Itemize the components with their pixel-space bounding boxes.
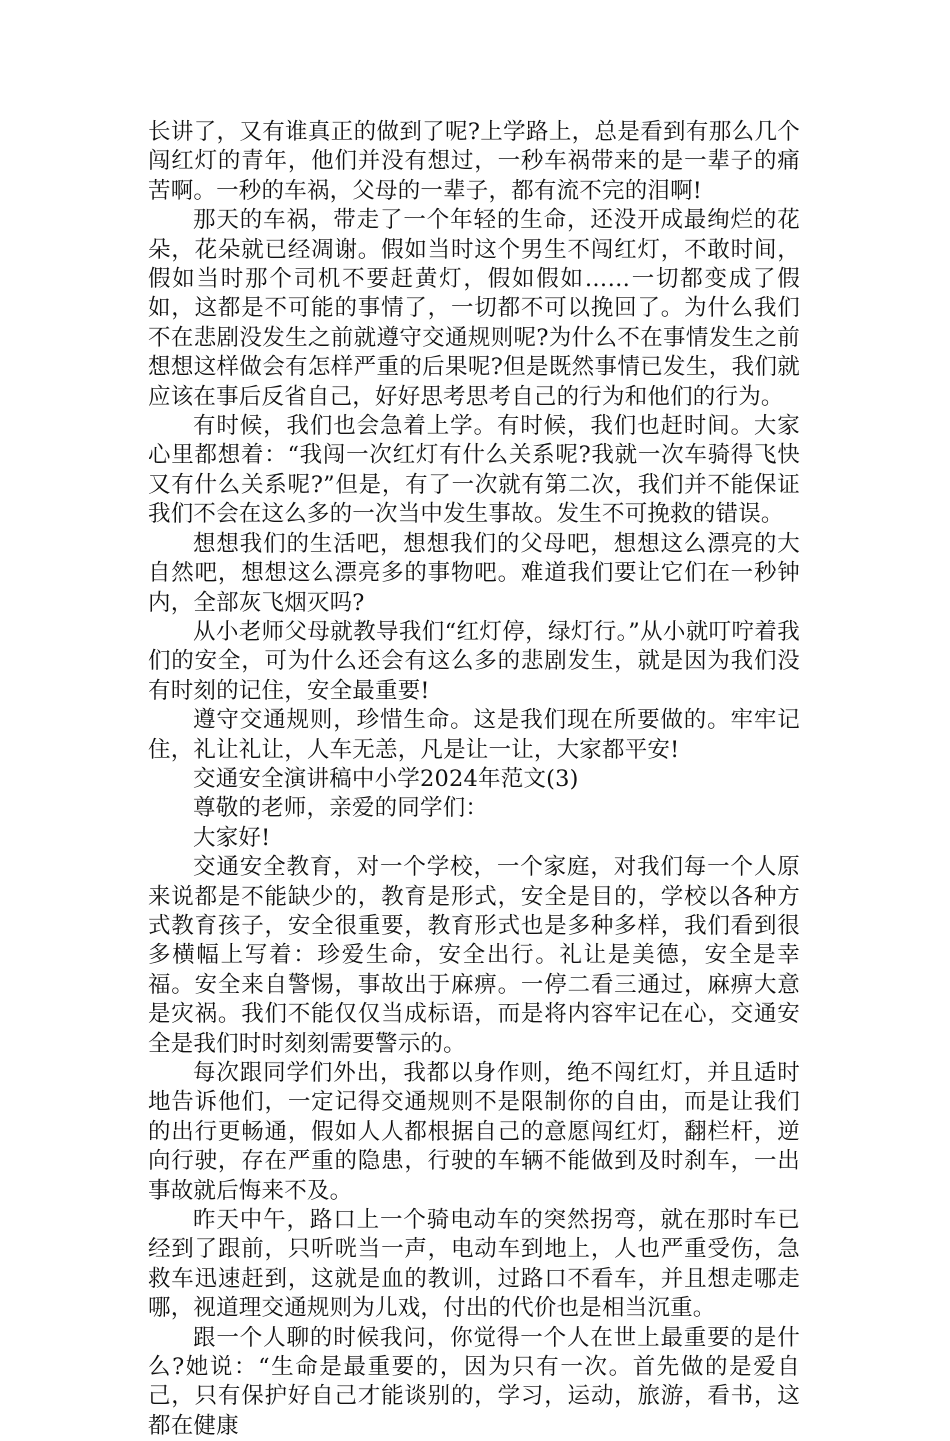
paragraph: 交通安全教育，对一个学校，一个家庭，对我们每一个人原来说都是不能缺少的，教育是形式，安全是目的，学校以各种方式教育孩子，安全很重要，教育形式也是多种多样，我们看到很多横幅上写着：珍爱生命，安全出行。礼让是美德，安全是幸福。安全来自警惕，事故出于麻痹。一停二看三通过，麻痹大意是灾祸。我们不能仅仅当成标语，而是将内容牢记在心，交通安全是我们时时刻刻需要警示的。 — [148, 854, 800, 1057]
paragraph-continuation: 长讲了，又有谁真正的做到了呢?上学路上，总是看到有那么几个闯红灯的青年，他们并没有想过，一秒车祸带来的是一辈子的痛苦啊。一秒的车祸，父母的一辈子，都有流不完的泪啊! — [148, 119, 800, 204]
paragraph: 想想我们的生活吧，想想我们的父母吧，想想这么漂亮的大自然吧，想想这么漂亮多的事物吧。难道我们要让它们在一秒钟内，全部灰飞烟灭吗? — [148, 530, 800, 616]
paragraph: 那天的车祸，带走了一个年轻的生命，还没开成最绚烂的花朵，花朵就已经凋谢。假如当时这个男生不闯红灯，不敢时间，假如当时那个司机不要赶黄灯，假如假如……一切都变成了假如，这都是不可能的事情了，一切都不可以挽回了。为什么我们不在悲剧没发生之前就遵守交通规则呢?为什么不在事情发生之前想想这样做会有怎样严重的后果呢?但是既然事情已发生，我们就应该在事后反省自己，好好思考思考自己的行为和他们的行为。 — [148, 207, 800, 410]
section-title: 交通安全演讲稿中小学2024年范文(3) — [193, 765, 579, 792]
paragraph: 每次跟同学们外出，我都以身作则，绝不闯红灯，并且适时地告诉他们，一定记得交通规则不是限制你的自由，而是让我们的出行更畅通，假如人人都根据自己的意愿闯红灯，翻栏杆，逆向行驶，存在严重的隐患，行驶的车辆不能做到及时刹车，一出事故就后悔来不及。 — [148, 1060, 800, 1204]
paragraph: 遵守交通规则，珍惜生命。这是我们现在所要做的。牢牢记住，礼让礼让，人车无恙，凡是让一让，大家都平安! — [148, 707, 800, 763]
salutation: 尊敬的老师，亲爱的同学们： — [193, 795, 489, 822]
paragraph: 有时候，我们也会急着上学。有时候，我们也赶时间。大家心里都想着：“我闯一次红灯有什么关系呢?我就一次车骑得飞快又有什么关系呢?”但是，有了一次就有第二次，我们并不能保证我们不会在这么多的一次当中发生事故。发生不可挽救的错误。 — [148, 413, 800, 528]
paragraph: 昨天中午，路口上一个骑电动车的突然拐弯，就在那时车已经到了跟前，只听咣当一声，电动车到地上，人也严重受伤，急救车迅速赶到，这就是血的教训，过路口不看车，并且想走哪走哪，视道理交通规则为儿戏，付出的代价也是相当沉重。 — [148, 1207, 800, 1322]
paragraph: 从小老师父母就教导我们“红灯停，绿灯行。”从小就叮咛着我们的安全，可为什么还会有这么多的悲剧发生，就是因为我们没有时刻的记住，安全最重要! — [148, 618, 800, 704]
greeting: 大家好! — [193, 824, 271, 851]
paragraph: 跟一个人聊的时候我问，你觉得一个人在世上最重要的是什么?她说：“生命是最重要的，因为只有一次。首先做的是爱自己，只有保护好自己才能谈别的，学习，运动，旅游，看书，这都在健康 — [148, 1324, 800, 1439]
document-body — [148, 118, 800, 1441]
